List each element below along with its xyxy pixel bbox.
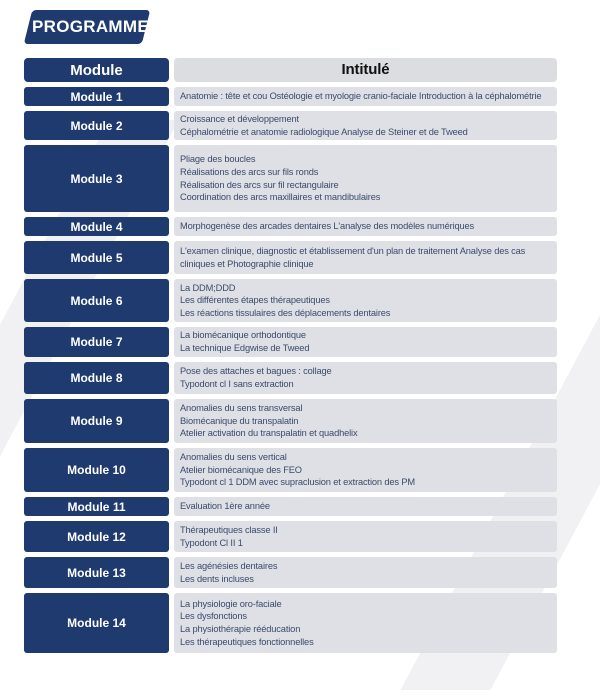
intitule-line: Typodont cl I sans extraction — [180, 379, 294, 389]
module-intitule — [174, 327, 557, 357]
table-row — [24, 448, 557, 492]
intitule-line: Pliage des boucles — [180, 154, 256, 165]
table-row — [24, 145, 557, 212]
table-row — [24, 87, 557, 106]
module-intitule — [174, 557, 557, 588]
module-label: Module 13 — [24, 557, 169, 588]
intitule-line: Anomalies du sens vertical — [180, 452, 287, 463]
module-label: Module 10 — [24, 448, 169, 492]
table-row — [24, 327, 557, 357]
module-label: Module 14 — [24, 593, 169, 653]
intitule-line: Typodont Cl II 1 — [180, 537, 243, 548]
intitule-line: Réalisation des arcs sur fil rectangulaire — [180, 179, 339, 190]
intitule-line: La physiothérapie rééducation — [180, 624, 301, 634]
module-label: Module 9 — [24, 399, 169, 443]
table-header — [24, 58, 557, 82]
module-intitule — [174, 448, 557, 492]
intitule-line: Pose des attaches et bagues : collage — [180, 366, 332, 377]
header-module: Module — [24, 58, 169, 82]
intitule-line: Coordination des arcs maxillaires et mandibulaires — [180, 192, 381, 203]
header-intitule: Intitulé — [174, 58, 557, 82]
module-label: Module 7 — [24, 327, 169, 357]
intitule-line: Les dents incluses — [180, 573, 254, 584]
table-row — [24, 362, 557, 394]
intitule-line: Morphogenèse des arcades dentaires L'analyse des modèles numériques — [180, 221, 475, 232]
intitule-line: Anomalies du sens transversal — [180, 403, 303, 414]
table-row — [24, 111, 557, 140]
page-title: PROGRAMME — [32, 17, 149, 36]
module-intitule — [174, 241, 557, 274]
table-row — [24, 399, 557, 443]
intitule-line: Evaluation 1ère année — [180, 501, 270, 512]
module-intitule — [174, 521, 557, 552]
module-label: Module 5 — [24, 241, 169, 274]
module-intitule — [174, 399, 557, 443]
intitule-line: Les différentes étapes thérapeutiques — [180, 295, 330, 306]
intitule-line: Typodont cl 1 DDM avec supraclusion et extraction des PM — [180, 477, 415, 488]
module-intitule — [174, 87, 557, 106]
intitule-line: Céphalométrie et anatomie radiologique Analyse de Steiner et de Tweed — [180, 126, 468, 137]
module-label: Module 8 — [24, 362, 169, 394]
intitule-line: La DDM;DDD — [180, 282, 236, 293]
module-label: Module 12 — [24, 521, 169, 552]
intitule-line: Biomécanique du transpalatin — [180, 415, 299, 426]
table-row — [24, 279, 557, 322]
table-row — [24, 593, 557, 653]
intitule-line: La technique Edgwise de Tweed — [180, 343, 310, 353]
module-intitule — [174, 145, 557, 212]
intitule-line: Atelier biomécanique des FEO — [180, 464, 302, 475]
table-row — [24, 557, 557, 588]
intitule-line: Thérapeutiques classe II — [180, 524, 278, 535]
table-row — [24, 241, 557, 274]
table-row — [24, 497, 557, 516]
intitule-line: Atelier activation du transpalatin et quadhelix — [180, 428, 358, 439]
intitule-line: Les réactions tissulaires des déplacements dentaires — [180, 307, 391, 318]
module-label: Module 6 — [24, 279, 169, 322]
table-row — [24, 521, 557, 552]
module-intitule — [174, 279, 557, 322]
intitule-line: Croissance et développement — [180, 113, 299, 124]
table-body — [24, 87, 557, 653]
module-label: Module 2 — [24, 111, 169, 140]
intitule-line: La physiologie oro-faciale — [180, 598, 282, 609]
intitule-line: Anatomie : tête et cou Ostéologie et myologie cranio-faciale Introduction à la céphalométrie — [180, 91, 542, 102]
module-intitule — [174, 362, 557, 394]
intitule-line: La biomécanique orthodontique — [180, 330, 306, 341]
intitule-line: Les agénésies dentaires — [180, 560, 278, 571]
module-label: Module 4 — [24, 217, 169, 236]
module-label: Module 1 — [24, 87, 169, 106]
module-intitule — [174, 593, 557, 653]
module-intitule — [174, 497, 557, 516]
module-label: Module 3 — [24, 145, 169, 212]
intitule-line: Les dysfonctions — [180, 611, 247, 622]
module-intitule — [174, 217, 557, 236]
intitule-line: L'examen clinique, diagnostic et établissement d'un plan de traitement Analyse des cas cliniques et Photographie clinique — [180, 245, 526, 269]
module-label: Module 11 — [24, 497, 169, 516]
module-intitule — [174, 111, 557, 140]
intitule-line: Les thérapeutiques fonctionnelles — [180, 636, 314, 647]
table-row — [24, 217, 557, 236]
programme-table — [24, 58, 557, 658]
intitule-line: Réalisations des arcs sur fils ronds — [180, 166, 319, 177]
